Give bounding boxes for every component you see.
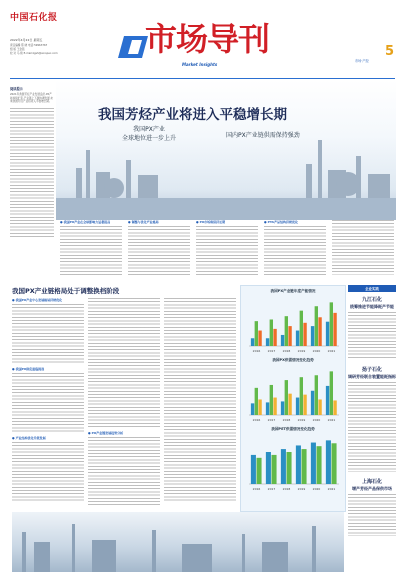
bar — [255, 388, 258, 415]
bar — [255, 321, 258, 346]
bar — [318, 317, 321, 346]
bottom-photo — [12, 512, 344, 572]
bar — [287, 452, 292, 484]
bar — [285, 316, 288, 346]
bar — [296, 398, 299, 415]
story-title: 增产芳烃产品保供市场 — [352, 486, 392, 491]
body-text-placeholder — [12, 373, 84, 433]
sidebar-header: 企业实践 — [348, 285, 396, 292]
bar — [251, 338, 254, 346]
bar — [281, 449, 286, 484]
bar — [258, 331, 261, 346]
x-tick-label: 2019 — [297, 418, 306, 422]
headline: 我国芳烃产业将进入平稳增长期 — [98, 107, 287, 123]
bar — [288, 326, 291, 346]
section-heading: 我国PX产业链格局处于调整换档阶段 — [12, 287, 120, 295]
bar — [270, 385, 273, 415]
story-title: 调研芳烃联合装置能耗指标 — [348, 374, 396, 379]
x-tick-label: 2017 — [267, 349, 276, 353]
bar — [257, 458, 262, 484]
page-title: 市场导刊 — [145, 20, 270, 58]
bar — [330, 302, 333, 346]
bar — [251, 455, 256, 484]
bar — [330, 371, 333, 415]
bar — [270, 319, 273, 346]
story-company: 上海石化 — [361, 479, 382, 485]
story-company: 九江石化 — [361, 297, 382, 303]
deck-left — [122, 124, 176, 142]
editor-note-label: 阅读提示 — [10, 87, 23, 91]
newspaper-logo: 中国石化报 — [10, 13, 58, 23]
chart-title: 我国PX供需情况变化趋势 — [272, 358, 314, 362]
x-tick-label: 2018 — [282, 487, 291, 491]
x-tick-label: 2016 — [252, 487, 261, 491]
deck-left-line: 全球地位进一步上升 — [122, 135, 177, 142]
upper-columns — [60, 220, 395, 275]
body-text-placeholder — [128, 226, 190, 276]
body-text-placeholder — [164, 298, 236, 503]
bar — [272, 455, 277, 484]
bar — [273, 398, 276, 415]
bar — [311, 443, 316, 484]
body-text-placeholder — [264, 226, 326, 276]
x-tick-label: 2017 — [267, 487, 276, 491]
x-tick-label: 2020 — [312, 487, 321, 491]
section-label: 市场·产经 — [355, 59, 369, 63]
x-tick-label: 2021 — [327, 418, 336, 422]
bar — [296, 445, 301, 484]
x-tick-label: 2019 — [297, 487, 306, 491]
editor-note — [10, 86, 54, 271]
bar — [300, 377, 303, 415]
x-tick-label: 2018 — [282, 418, 291, 422]
page-number: 5 — [385, 44, 395, 59]
info-line: 组 版 王金铭 — [10, 48, 25, 51]
bar — [266, 452, 271, 484]
x-tick-label: 2020 — [312, 349, 321, 353]
bar — [326, 322, 329, 346]
bar — [251, 403, 254, 415]
body-text-placeholder — [60, 226, 122, 276]
bar — [281, 401, 284, 415]
story-company: 扬子石化 — [361, 367, 382, 373]
refinery-skyline-icon — [56, 80, 396, 220]
body-text-placeholder — [10, 108, 54, 238]
page-subtitle: Market Insights — [182, 62, 218, 67]
body-text-placeholder — [12, 304, 84, 364]
bar — [326, 386, 329, 415]
bar — [285, 380, 288, 415]
subhead: ● PX市场将保持长期 — [196, 220, 226, 224]
bar — [326, 440, 331, 484]
px-supply-demand-chart — [245, 365, 341, 423]
sidebar-story — [348, 366, 396, 472]
body-text-placeholder — [348, 494, 396, 536]
chart-title: 我国PX产业链年度产能情况 — [270, 289, 316, 293]
bar — [311, 391, 314, 415]
bar — [317, 446, 322, 484]
charts-panel — [240, 285, 346, 512]
x-tick-label: 2018 — [282, 349, 291, 353]
deck-left-line: 我国PX产业 — [133, 126, 165, 133]
bar — [273, 329, 276, 346]
body-text-placeholder — [348, 312, 396, 360]
date-line: 2022年4月22日 星期五 — [10, 38, 43, 42]
subhead: ● 我国PX产业在全球影响力显著提高 — [60, 220, 111, 224]
chart-title: 我国PET供需情况变化趋势 — [271, 427, 315, 431]
masthead — [0, 0, 405, 80]
pet-supply-demand-chart — [245, 434, 341, 492]
subhead: ● 调整与优化产业格局 — [128, 220, 159, 224]
subhead: ● PTA产品结构持续优化 — [264, 220, 298, 224]
subhead: ● 我国PX供应面临挑战 — [12, 367, 45, 371]
body-text-placeholder — [88, 298, 160, 428]
bar — [315, 306, 318, 346]
editor-note-text: 2021年我国芳烃产业发展良好,PX产能持续扩张,产业链上下游协调发展,未来我国芳烃产业将进入平稳增长期。 — [10, 93, 54, 104]
lower-left-columns — [12, 298, 237, 508]
story-title: 统筹推进节能降耗产节能 — [350, 304, 394, 309]
x-tick-label: 2016 — [252, 349, 261, 353]
bar — [281, 335, 284, 346]
subhead: ● 我国PX产业中心发展格局持续优化 — [12, 298, 63, 302]
bar — [266, 402, 269, 415]
x-tick-label: 2021 — [327, 487, 336, 491]
bar — [258, 399, 261, 415]
deck-right: 国内PX产业链供需保持强劲 — [226, 132, 300, 139]
body-text-placeholder — [332, 220, 394, 275]
subhead: ● PX产业链发展趋势分析 — [88, 431, 124, 435]
info-line: 校 对 马 艳 E-mail:zgsh@sinopec.com — [10, 52, 58, 55]
subhead: ● 产业结构优化升级发展 — [12, 436, 46, 440]
bar — [302, 449, 307, 484]
bar — [332, 443, 337, 484]
x-tick-label: 2017 — [267, 418, 276, 422]
bar — [303, 395, 306, 415]
bar — [296, 331, 299, 346]
x-tick-label: 2021 — [327, 349, 336, 353]
masthead-rule — [10, 78, 395, 79]
body-text-placeholder — [88, 437, 160, 507]
bar — [315, 375, 318, 415]
sidebar-story — [348, 478, 396, 536]
sidebar-story — [348, 296, 396, 360]
bar — [311, 326, 314, 346]
bar — [300, 311, 303, 346]
capacity-chart — [245, 296, 341, 354]
sidebar — [348, 285, 396, 570]
x-tick-label: 2020 — [312, 418, 321, 422]
bar — [303, 323, 306, 346]
bar — [333, 400, 336, 415]
body-text-placeholder — [12, 442, 84, 502]
bar — [266, 338, 269, 346]
refinery-photo-icon — [12, 512, 344, 572]
bar — [288, 394, 291, 415]
x-tick-label: 2019 — [297, 349, 306, 353]
info-line: 责任编辑 陈 晓 电话:59963767 — [10, 44, 48, 47]
body-text-placeholder — [348, 382, 396, 472]
bar — [333, 313, 336, 346]
hero-photo — [56, 80, 396, 220]
bar — [318, 399, 321, 415]
x-tick-label: 2016 — [252, 418, 261, 422]
body-text-placeholder — [196, 226, 258, 276]
